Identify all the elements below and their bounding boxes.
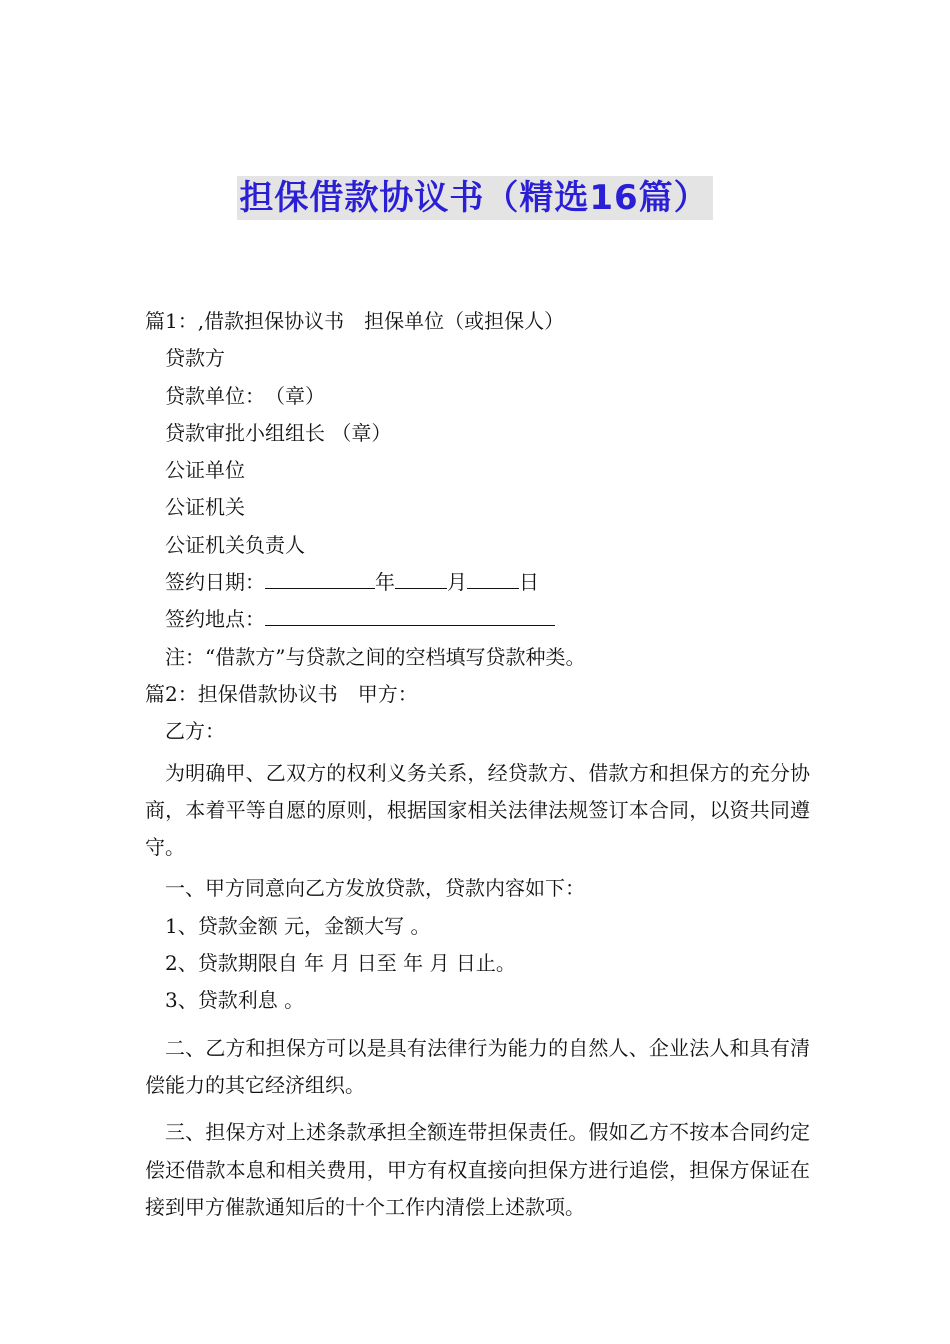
section-2-heading: 篇2：担保借款协议书 甲方： xyxy=(145,681,418,706)
year-blank xyxy=(265,566,375,589)
notary-office-line: 公证机关 xyxy=(165,495,245,520)
place-blank xyxy=(265,603,555,626)
signing-date-label: 签约日期： xyxy=(165,570,265,595)
clause-2-paragraph: 二、乙方和担保方可以是具有法律行为能力的自然人、企业法人和具有清偿能力的其它经济组织。 xyxy=(145,1035,810,1097)
clause-1-item-3: 3、贷款利息 。 xyxy=(165,988,305,1013)
month-label: 月 xyxy=(447,570,467,595)
day-blank xyxy=(467,566,519,589)
month-blank xyxy=(395,566,447,589)
clause-1-item-2: 2、贷款期限自 年 月 日至 年 月 日止。 xyxy=(165,951,516,976)
party-b-line: 乙方： xyxy=(165,719,225,744)
signing-date-line xyxy=(145,564,810,601)
notary-head-line: 公证机关负责人 xyxy=(165,532,305,557)
document-body xyxy=(145,303,810,1226)
intro-paragraph: 为明确甲、乙双方的权利义务关系，经贷款方、借款方和担保方的充分协商，本着平等自愿的原则，根据国家相关法律法规签订本合同，以资共同遵守。 xyxy=(145,760,810,860)
day-label: 日 xyxy=(519,570,539,595)
note-line: 注：“借款方”与贷款之间的空档填写贷款种类。 xyxy=(165,644,586,669)
clause-1-heading: 一、甲方同意向乙方发放贷款，贷款内容如下： xyxy=(165,876,585,901)
signing-place-line xyxy=(145,601,810,638)
clause-1-item-1: 1、贷款金额 元，金额大写 。 xyxy=(165,913,431,938)
lending-unit-line: 贷款单位： （章） xyxy=(165,383,325,408)
approval-leader-line: 贷款审批小组组长 （章） xyxy=(165,420,392,445)
year-label: 年 xyxy=(375,570,395,595)
clause-3-paragraph: 三、担保方对上述条款承担全额连带担保责任。假如乙方不按本合同约定偿还借款本息和相关费用，甲方有权直接向担保方进行追偿，担保方保证在接到甲方催款通知后的十个工作内清偿上述款项。 xyxy=(145,1120,810,1219)
title-container xyxy=(0,176,950,220)
document-title: 担保借款协议书（精选16篇） xyxy=(237,176,712,220)
notary-unit-line: 公证单位 xyxy=(165,458,245,483)
lender-line: 贷款方 xyxy=(165,346,225,371)
signing-place-label: 签约地点： xyxy=(165,607,265,632)
section-1-heading: 篇1：,借款担保协议书 担保单位（或担保人） xyxy=(145,309,565,333)
